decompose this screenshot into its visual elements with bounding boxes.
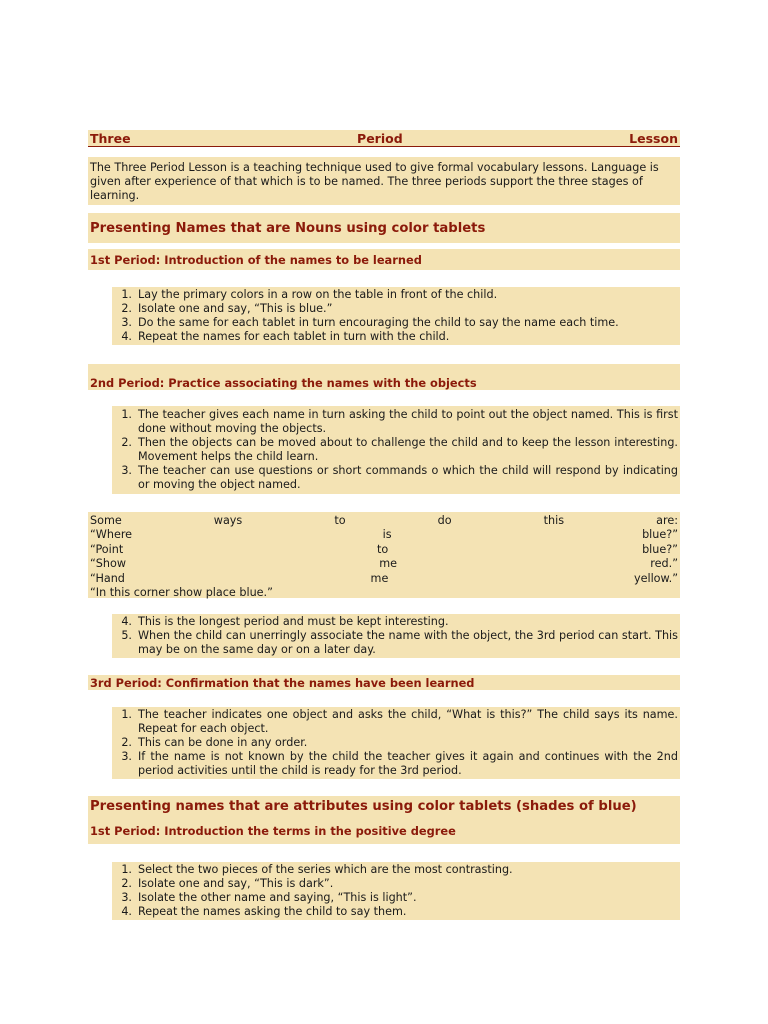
list-item: 3. Isolate the other name and saying, “This is light”. <box>121 891 417 904</box>
section2-heading: Presenting names that are attributes using color tablets (shades of blue) <box>88 796 680 816</box>
list-item: 2. Isolate one and say, “This is blue.” <box>121 302 333 315</box>
ways-intro-row: Some ways to do this are: <box>90 514 678 527</box>
list-item: 1. Select the two pieces of the series which are the most contrasting. <box>121 863 513 876</box>
section1-period1-heading: 1st Period: Introduction of the names to be learned <box>88 249 680 270</box>
list-item: 4. Repeat the names asking the child to say them. <box>121 905 407 918</box>
section1-period2-list <box>112 406 680 494</box>
list-item: 2. Then the objects can be moved about to challenge the child and to keep the lesson interesting. Movement helps the child learn. <box>121 436 678 463</box>
ways-row: “Point to blue?” <box>90 542 678 556</box>
title-word-three: Three <box>90 130 131 146</box>
list-item: 2. This can be done in any order. <box>121 736 308 749</box>
list-item: 3. Do the same for each tablet in turn encouraging the child to say the name each time. <box>121 316 619 329</box>
list-item: 4. Repeat the names for each tablet in turn with the child. <box>121 330 450 343</box>
section1-heading: Presenting Names that are Nouns using color tablets <box>88 213 680 243</box>
list-item: 5. When the child can unerringly associate the name with the object, the 3rd period can start. This may be on the same day or on a later day. <box>121 629 678 656</box>
ways-row: “Show me red.” <box>90 557 678 571</box>
title-word-lesson: Lesson <box>629 130 678 146</box>
list-item: 3. If the name is not known by the child the teacher gives it again and continues with the 2nd period activities until the child is ready for the 3rd period. <box>121 750 678 777</box>
list-item: 2. Isolate one and say, “This is dark”. <box>121 877 334 890</box>
list-item: 4. This is the longest period and must be kept interesting. <box>121 615 449 628</box>
list-item: 1. Lay the primary colors in a row on the table in front of the child. <box>121 288 498 301</box>
list-item: 3. The teacher can use questions or short commands o which the child will respond by indicating or moving the object named. <box>121 464 678 491</box>
section1-period2-list-cont <box>112 614 680 658</box>
section2-period1-heading: 1st Period: Introduction the terms in the positive degree <box>88 816 680 844</box>
list-item: 1. The teacher gives each name in turn asking the child to point out the object named. This is first done without moving the objects. <box>121 408 678 435</box>
section1-period1-list <box>112 287 680 345</box>
ways-row: “In this corner show place blue.” <box>90 586 273 600</box>
section1-period3-list <box>112 707 680 779</box>
intro-paragraph: The Three Period Lesson is a teaching technique used to give formal vocabulary lessons. Language is given after experience of that which is to be named. The three periods support the three stages of learning. <box>88 157 680 205</box>
section2-period1-list <box>112 862 680 920</box>
ways-row: “Hand me yellow.” <box>90 571 678 585</box>
title-word-period: Period <box>357 130 403 146</box>
list-item: 1. The teacher indicates one object and asks the child, “What is this?” The child says its name. Repeat for each object. <box>121 708 678 735</box>
document-title <box>88 130 680 147</box>
ways-block <box>88 512 680 598</box>
section1-period3-heading: 3rd Period: Confirmation that the names have been learned <box>88 675 680 690</box>
section1-period2-heading: 2nd Period: Practice associating the names with the objects <box>88 364 680 390</box>
ways-row: “Where is blue?” <box>90 528 678 542</box>
